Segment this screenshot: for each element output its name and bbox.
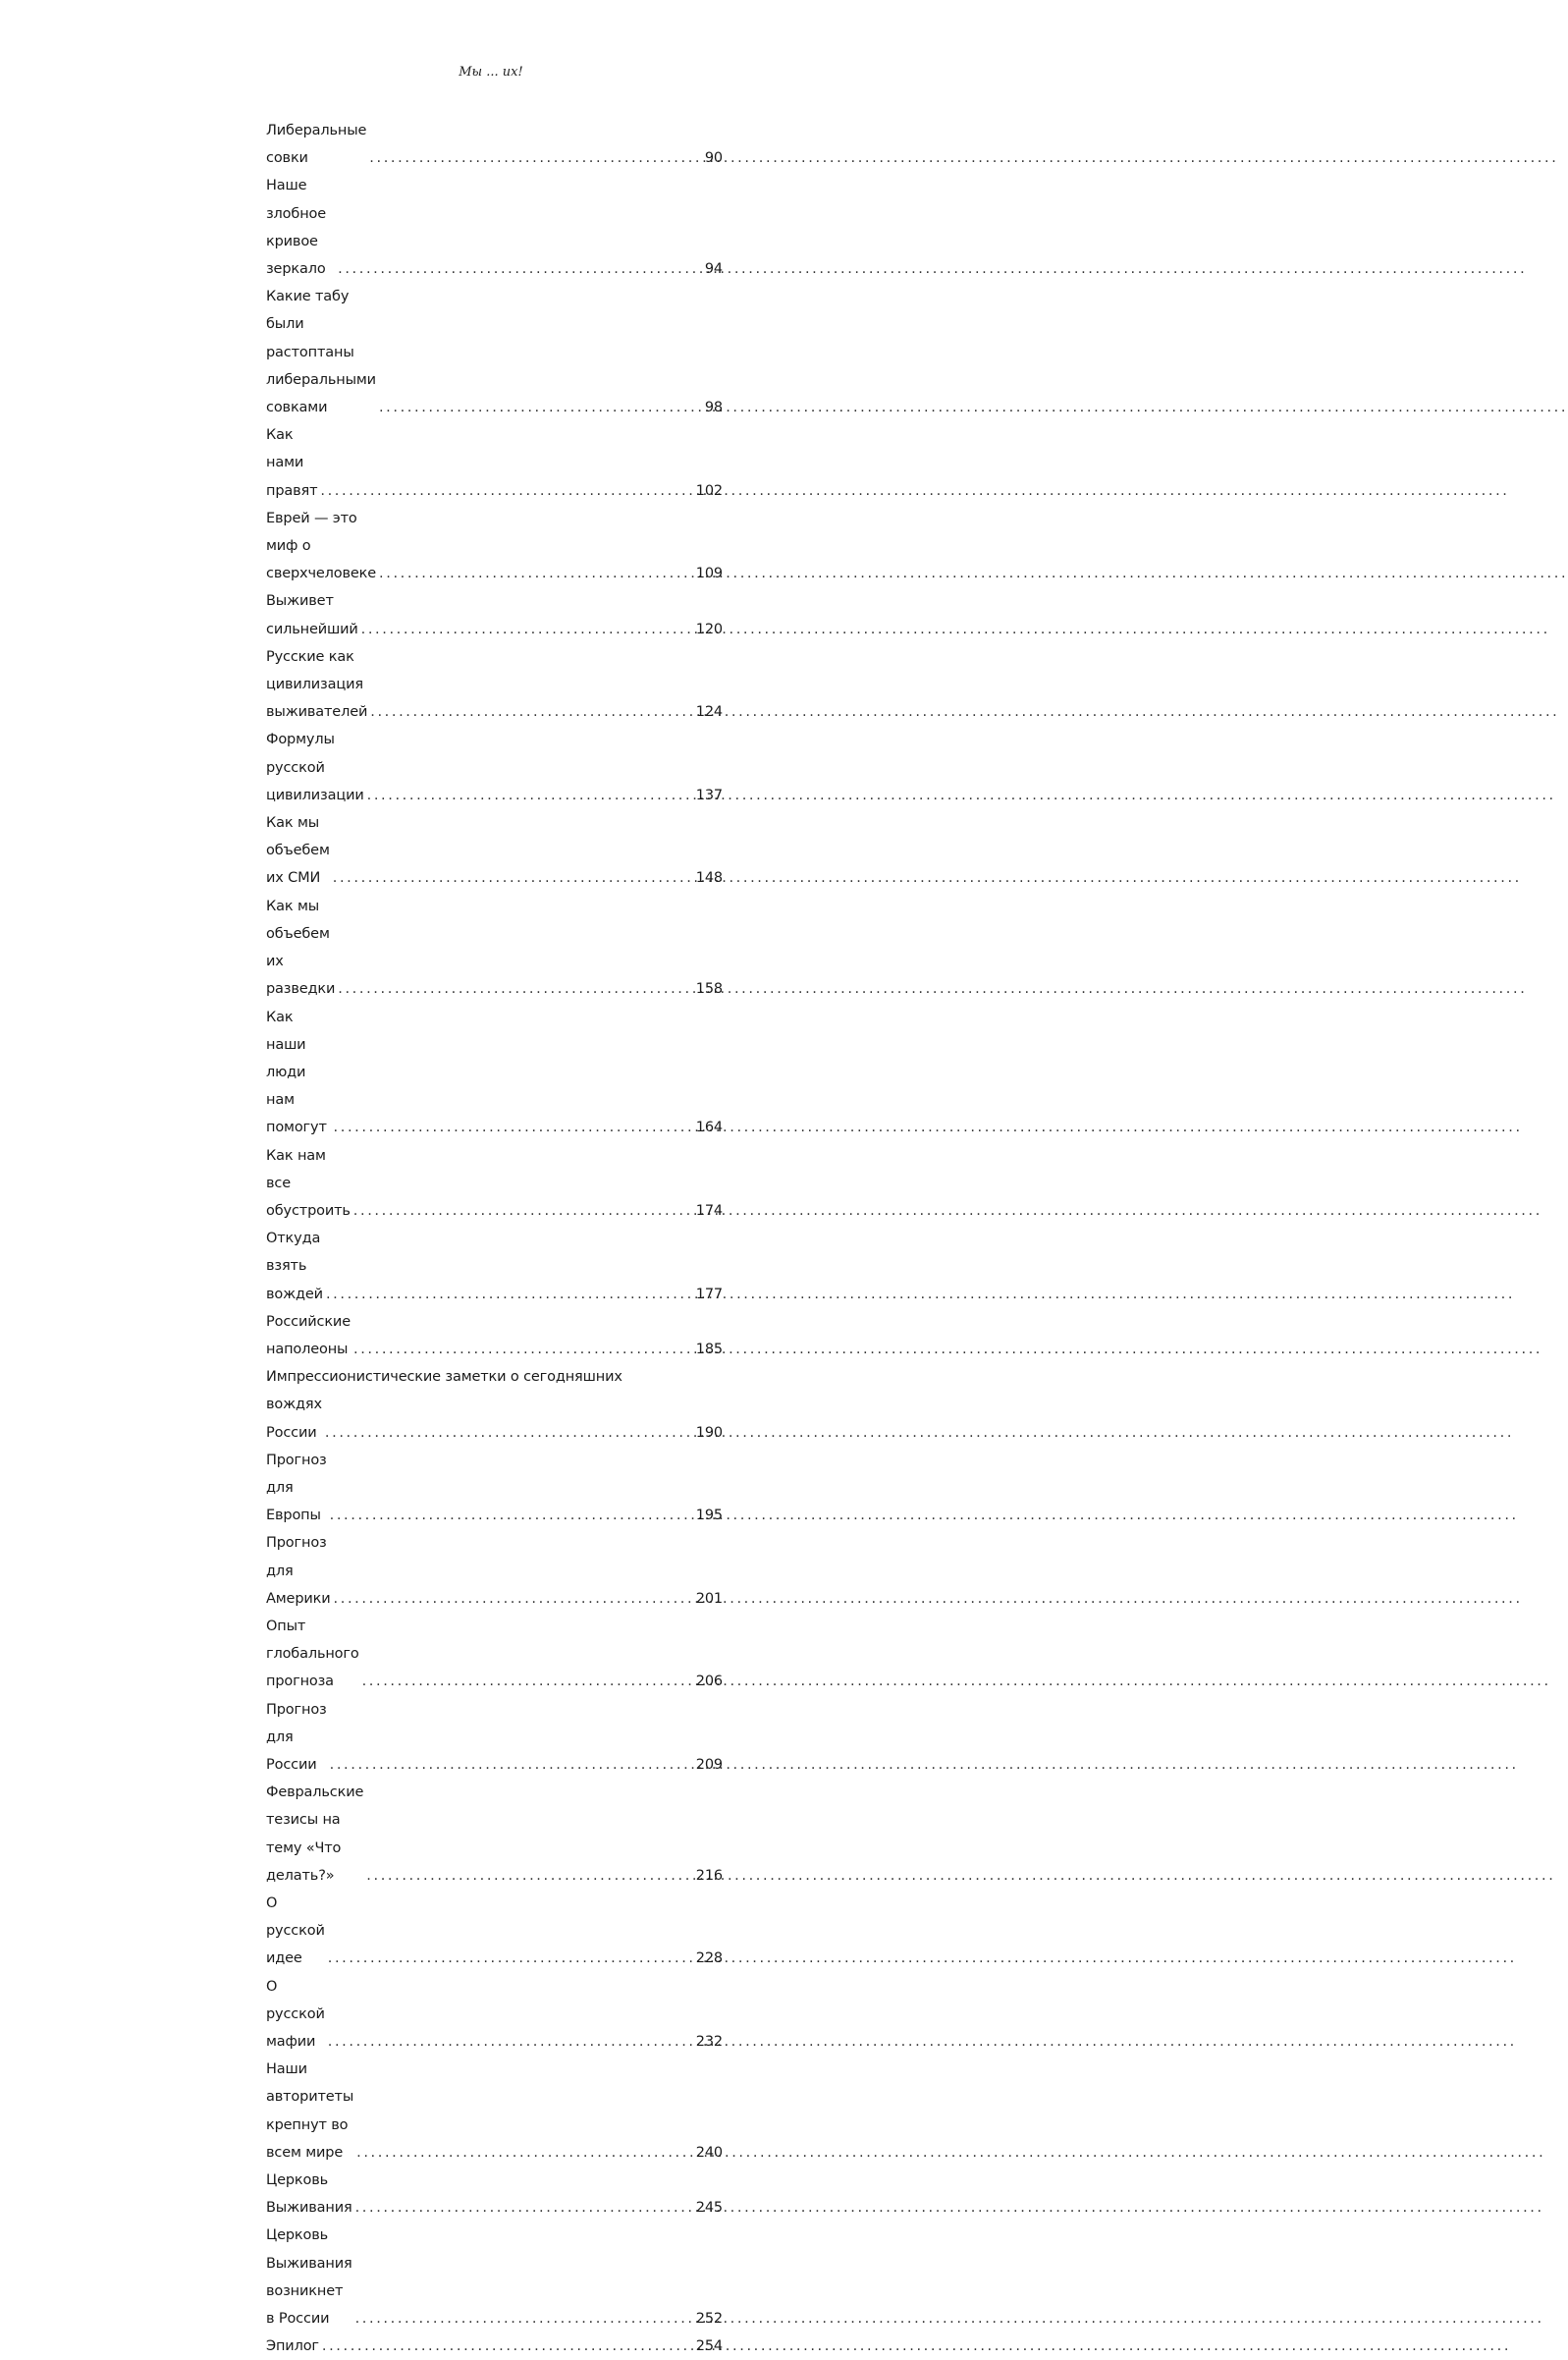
toc-entry — [266, 2333, 723, 2360]
toc-entry-title: Выживет сильнейший — [266, 593, 358, 637]
toc-entry-title: Формулы русской цивилизации — [266, 732, 364, 803]
running-header: Мы ... их! — [459, 65, 523, 80]
toc-entry — [266, 2056, 723, 2167]
toc-entry — [266, 1696, 723, 1780]
dot-leader — [367, 782, 693, 809]
toc-entry-page: 185 — [695, 1341, 723, 1357]
toc-entry-title: Прогноз для Америки — [266, 1535, 331, 1607]
toc-entry-title: Российские наполеоны — [266, 1313, 351, 1357]
toc-entry — [266, 1225, 723, 1308]
toc-entry-page: 148 — [695, 870, 723, 887]
dot-leader — [366, 1862, 692, 1890]
toc-entry-page: 245 — [695, 2200, 723, 2217]
toc-entry-page: 174 — [695, 1202, 723, 1219]
toc-entry — [266, 809, 723, 893]
toc-entry-title: Наше злобное кривое зеркало — [266, 178, 327, 278]
dot-leader — [369, 144, 702, 172]
toc-entry-page: 228 — [695, 1950, 723, 1967]
toc-entry — [266, 172, 723, 283]
table-of-contents — [266, 117, 723, 2360]
dot-leader — [338, 255, 702, 283]
toc-entry-title: Еврей — это миф о сверхчеловеке — [266, 510, 377, 582]
dot-leader — [334, 1585, 693, 1613]
toc-entry-title: Эпилог — [266, 2338, 319, 2355]
toc-entry-page: 124 — [695, 704, 723, 721]
toc-entry-title: Какие табу были растоптаны либеральными совками — [266, 289, 376, 416]
toc-entry-title: Как мы объебем их СМИ — [266, 815, 330, 887]
toc-entry — [266, 1973, 723, 2057]
dot-leader — [330, 1751, 693, 1779]
toc-entry-page: 158 — [695, 981, 723, 998]
dot-leader — [338, 975, 693, 1003]
toc-entry-title: Как нам все обустроить — [266, 1147, 351, 1219]
dot-leader — [330, 1502, 693, 1529]
toc-entry-page: 177 — [695, 1286, 723, 1302]
toc-entry-title: Церковь Выживания возникнет в России — [266, 2227, 352, 2328]
toc-entry — [266, 1613, 723, 1696]
dot-leader — [355, 2305, 693, 2333]
dot-leader — [379, 560, 693, 587]
dot-leader — [326, 1281, 693, 1308]
dot-leader — [333, 864, 693, 892]
toc-entry-title-line2: вождях России — [266, 1397, 322, 1441]
toc-entry-page: 240 — [695, 2144, 723, 2161]
toc-entry — [266, 726, 723, 809]
toc-entry — [266, 505, 723, 588]
dot-leader — [370, 698, 693, 726]
toc-entry-title: Церковь Выживания — [266, 2172, 352, 2217]
dot-leader — [356, 2139, 693, 2167]
toc-entry-page: 109 — [695, 566, 723, 582]
toc-entry-page: 201 — [695, 1590, 723, 1607]
dot-leader — [361, 616, 693, 643]
toc-entry — [266, 1142, 723, 1226]
dot-leader — [353, 1197, 693, 1225]
toc-entry-page: 90 — [704, 150, 723, 167]
toc-entry-page: 252 — [695, 2311, 723, 2328]
toc-entry-title: Откуда взять вождей — [266, 1231, 323, 1302]
toc-entry-title: Прогноз для Европы — [266, 1452, 327, 1524]
toc-entry — [266, 1308, 723, 1363]
dot-leader — [325, 1419, 693, 1447]
toc-entry-title: О русской мафии — [266, 1978, 325, 2051]
toc-entry — [266, 1004, 723, 1142]
toc-entry-page: 232 — [695, 2034, 723, 2051]
dot-leader — [379, 394, 702, 421]
toc-entry-page: 206 — [695, 1674, 723, 1690]
toc-entry — [266, 283, 723, 421]
toc-entry — [266, 1529, 723, 1613]
dot-leader — [322, 2333, 693, 2360]
toc-entry-page: 190 — [695, 1424, 723, 1441]
toc-entry — [266, 117, 723, 172]
toc-entry-page: 216 — [695, 1867, 723, 1884]
toc-entry-title: Как нами правят — [266, 427, 318, 499]
toc-entry — [266, 1890, 723, 1973]
dot-leader — [334, 1114, 693, 1141]
toc-entry-title: Как наши люди нам помогут — [266, 1009, 327, 1136]
toc-entry-page: 94 — [704, 261, 723, 278]
toc-entry-title: Наши авторитеты крепнут во всем мире — [266, 2061, 354, 2161]
dot-leader — [353, 1336, 693, 1363]
toc-entry-title: Русские как цивилизация выживателей — [266, 648, 368, 721]
toc-entry — [266, 643, 723, 727]
dot-leader — [355, 2194, 693, 2222]
dot-leader — [328, 2028, 693, 2056]
toc-entry-page: 254 — [695, 2338, 723, 2355]
toc-entry-page: 120 — [695, 621, 723, 637]
toc-entry-page: 98 — [704, 400, 723, 416]
toc-entry-page: 164 — [695, 1120, 723, 1136]
toc-entry — [266, 587, 723, 642]
toc-entry-title: Либеральные совки — [266, 123, 367, 167]
dot-leader — [328, 1945, 693, 1972]
toc-entry-page: 137 — [695, 787, 723, 803]
dot-leader — [320, 477, 692, 505]
toc-entry-title: Опыт глобального прогноза — [266, 1618, 359, 1690]
toc-entry — [266, 2167, 723, 2222]
toc-entry — [266, 2222, 723, 2333]
toc-entry-title-line1: Импрессионистические заметки о сегодняшних — [266, 1369, 622, 1386]
toc-entry-page: 102 — [695, 482, 723, 499]
toc-entry — [266, 1363, 723, 1447]
toc-entry-title: О русской идее — [266, 1895, 325, 1967]
toc-entry — [266, 1447, 723, 1530]
toc-entry — [266, 893, 723, 1004]
toc-entry-title: Февральские тезисы на тему «Что делать?» — [266, 1784, 364, 1884]
toc-entry-page: 195 — [695, 1508, 723, 1524]
toc-entry — [266, 1779, 723, 1890]
toc-entry-title: Прогноз для России — [266, 1701, 327, 1773]
toc-entry — [266, 421, 723, 505]
toc-entry-title: Как мы объебем их разведки — [266, 898, 336, 998]
dot-leader — [362, 1668, 693, 1695]
toc-entry-page: 209 — [695, 1756, 723, 1773]
